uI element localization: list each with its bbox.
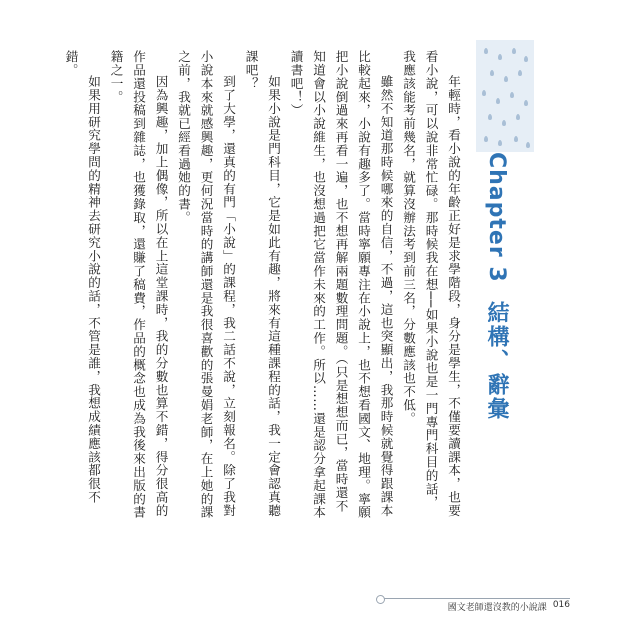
water-drop-icon <box>490 70 494 76</box>
decorative-dot-band <box>476 40 534 152</box>
water-drop-icon <box>496 98 500 104</box>
paragraph: 因為興趣，加上偶像，所以在上這堂課時，我的分數也算不錯，得分很高的作品還投稿到雜誌，也獲錄取，還賺了稿費，作品的概念也成為我後來出版的書籍之一。 <box>108 50 169 519</box>
water-drop-icon <box>488 114 492 120</box>
footer-rule <box>380 598 570 599</box>
paragraph: 到了大學，還真的有門「小說」的課程，我二話不說，立刻報名。除了我對小說本來就感興趣，更何況當時的講師還是我很喜歡的張曼娟老師，在上她的課之前，我就已經看過她的書。 <box>176 50 236 519</box>
footer-circle-icon <box>376 595 385 604</box>
chapter-heading <box>482 152 510 421</box>
chapter-title: 結構、辭彙 <box>484 301 509 422</box>
water-drop-icon <box>514 136 518 142</box>
paragraph: 雖然不知道那時候哪來的自信，不過，這也突顯出，我那時候就覺得跟課本比較起來，小說有趣多了。當時寧願專注在小說上，也不想看國文、地理。寧願把小說倒過來再看一遍，也不想再解兩題數理問題。（只是想想而已，當時還不知道會以小說維生，也沒想過把它當作未來的工作。所以……還是認分拿起課本讀書吧！） <box>288 50 394 519</box>
page-number: 016 <box>552 600 570 610</box>
paragraph: 如果用研究學問的精神去研究小說的話，不管是誰，我想成績應該都很不錯。 <box>63 50 101 504</box>
chapter-label: Chapter 3 <box>484 152 509 283</box>
water-drop-icon <box>484 48 488 54</box>
water-drop-icon <box>498 140 502 146</box>
paragraph: 如果小說是門科目，它是如此有趣，將來有這種課程的話，我一定會認真聽課吧？ <box>243 50 281 518</box>
paragraph: 年輕時，看小說的年齡正好是求學階段，身分是學生，不僅要讀課本，也要看小說，可以說非常忙碌。那時候我在想──如果小說也是一門專門科目的話，我應該能考前幾名，就算沒辦法考到前三名，分數應該也不低。 <box>401 50 461 518</box>
water-drop-icon <box>526 142 530 148</box>
water-drop-icon <box>498 54 502 60</box>
water-drop-icon <box>482 90 486 96</box>
water-drop-icon <box>502 120 506 126</box>
water-drop-icon <box>518 70 522 76</box>
page-footer <box>400 600 570 616</box>
water-drop-icon <box>512 48 516 54</box>
water-drop-icon <box>484 136 488 142</box>
water-drop-icon <box>510 92 514 98</box>
water-drop-icon <box>504 76 508 82</box>
water-drop-icon <box>524 100 528 106</box>
water-drop-icon <box>516 114 520 120</box>
running-title: 國文老師還沒教的小說課 <box>447 603 547 613</box>
water-drop-icon <box>524 56 528 62</box>
body-text <box>63 50 464 520</box>
